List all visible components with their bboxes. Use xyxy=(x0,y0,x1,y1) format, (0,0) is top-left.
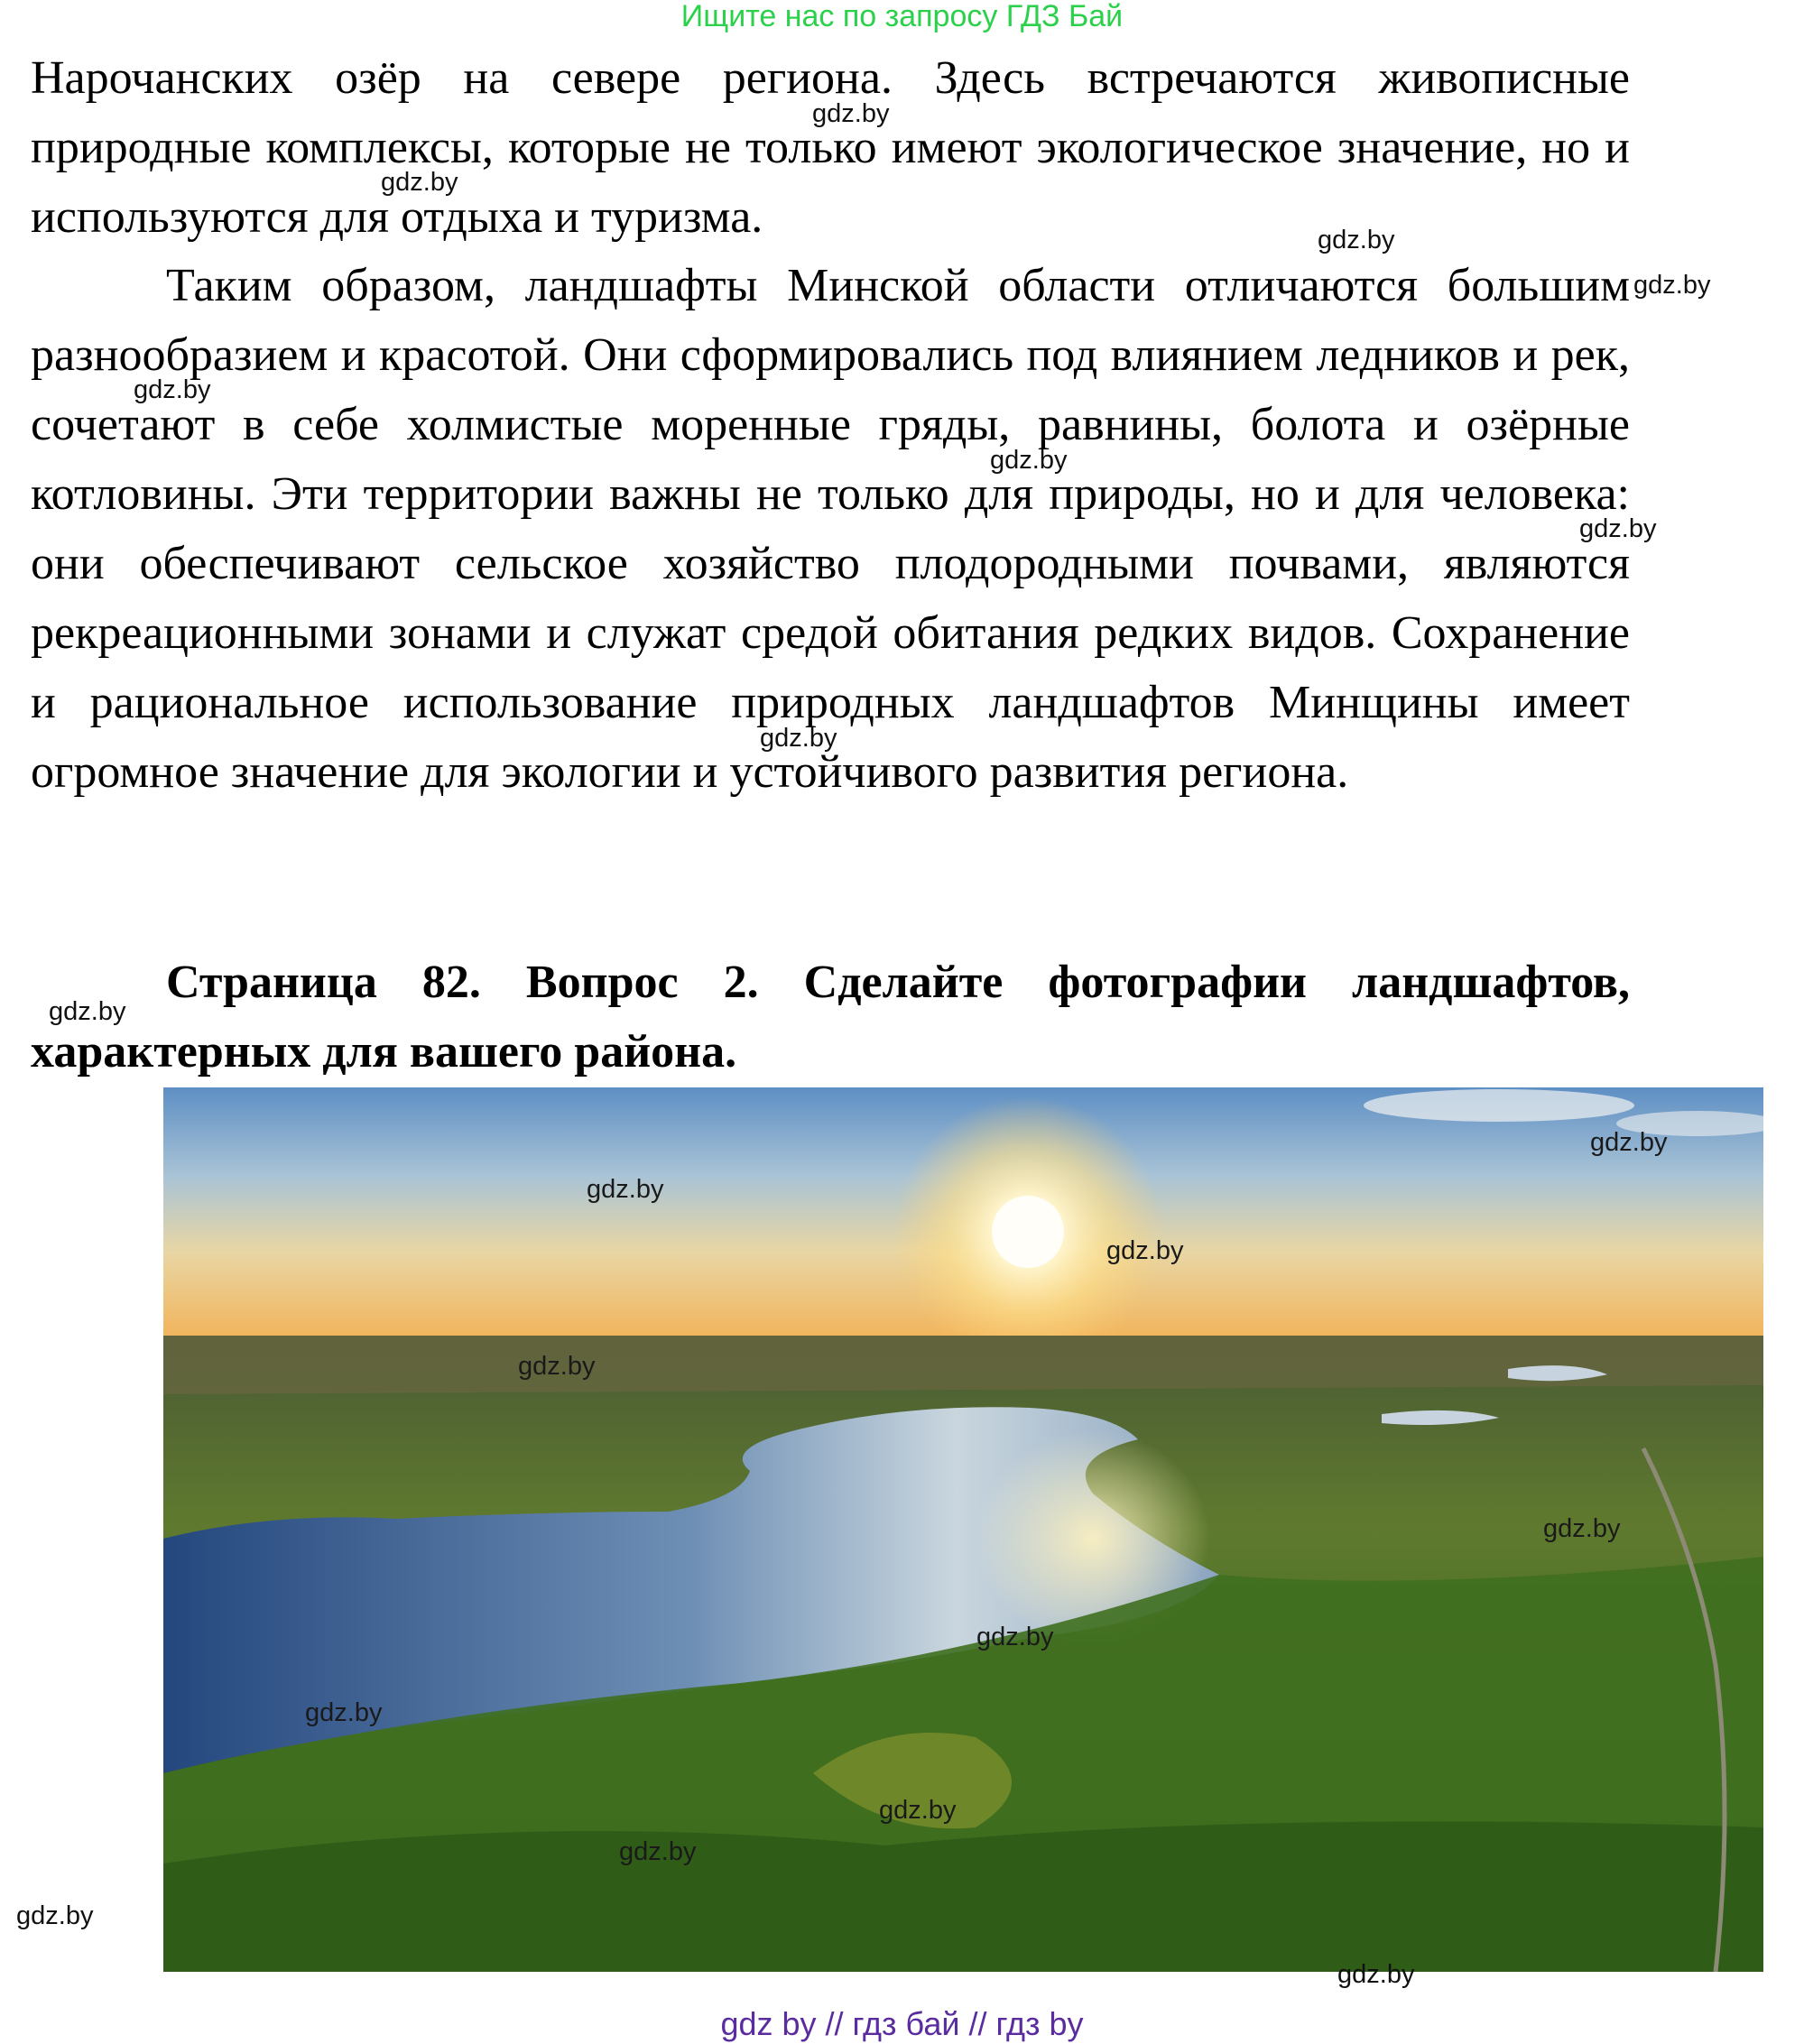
landscape-photo xyxy=(163,1087,1763,1972)
watermark: gdz.by xyxy=(879,1796,957,1825)
paragraph-2: Таким образом, ландшафты Минской области отличаются большим разнообразием и красотой. Они сформировались под влиянием ледников и рек, сочетают в себе холмистые моренные гряды, равнины, болота и озёрные котловины. Эти территории важны не только для природы, но и для человека: они обеспечивают сельское хозяйство плодородными почвами, являются рекреационными зонами и служат средой обитания редких видов. Сохранение и рациональное использование природных ландшафтов Минщины имеет огромное значение для экологии и устойчивого развития региона. xyxy=(31,260,1630,798)
watermark: gdz.by xyxy=(1633,271,1711,300)
watermark: gdz.by xyxy=(619,1837,697,1866)
watermark: gdz.by xyxy=(587,1175,664,1204)
watermark: gdz.by xyxy=(49,997,126,1026)
watermark: gdz.by xyxy=(1543,1514,1621,1543)
watermark: gdz.by xyxy=(16,1901,94,1930)
watermark: gdz.by xyxy=(976,1623,1054,1651)
question-heading: Страница 82. Вопрос 2. Сделайте фотографии ландшафтов, характерных для вашего района. xyxy=(31,957,1630,1077)
watermark: gdz.by xyxy=(1579,514,1657,543)
watermark: gdz.by xyxy=(518,1352,596,1381)
watermark: gdz.by xyxy=(1106,1236,1184,1265)
watermark: gdz.by xyxy=(1337,1960,1415,1989)
watermark: gdz.by xyxy=(760,724,837,753)
watermark: gdz.by xyxy=(1318,226,1395,254)
paragraph-1: Нарочанских озёр на севере региона. Здесь встречаются живописные природные комплексы, которые не только имеют экологическое значение, но и используются для отдыха и туризма. xyxy=(31,52,1630,243)
top-banner[interactable]: Ищите нас по запросу ГДЗ Бай xyxy=(680,0,1124,33)
watermark: gdz.by xyxy=(990,446,1068,475)
watermark: gdz.by xyxy=(134,375,211,404)
watermark: gdz.by xyxy=(1590,1128,1668,1157)
watermark: gdz.by xyxy=(381,168,458,197)
watermark: gdz.by xyxy=(305,1698,383,1727)
watermark: gdz.by xyxy=(812,99,890,128)
footer-links[interactable]: gdz by // гдз бай // гдз by xyxy=(720,2005,1084,2042)
